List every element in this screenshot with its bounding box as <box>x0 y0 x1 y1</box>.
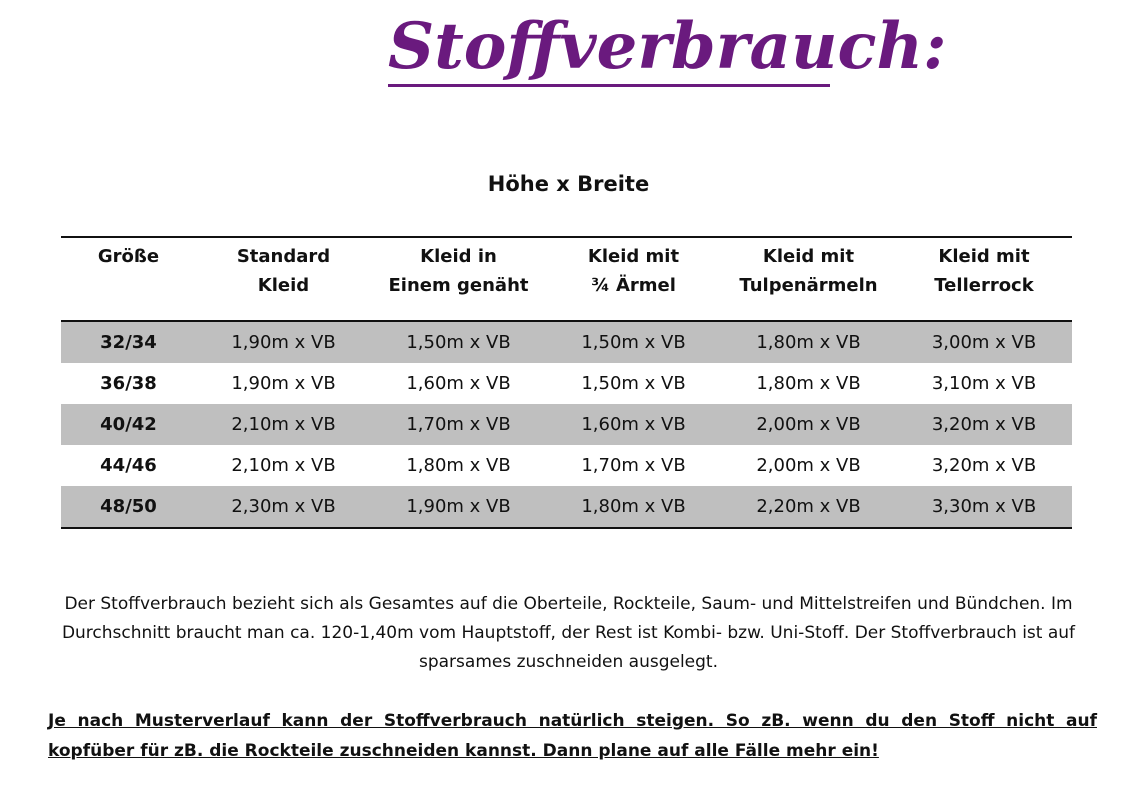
table-row <box>61 363 1072 404</box>
table-cell-size: 44/46 <box>100 454 157 476</box>
table-cell-size: 48/50 <box>100 495 157 517</box>
table-cell: 1,80m x VB <box>581 495 686 517</box>
table-cell: 1,60m x VB <box>406 372 511 394</box>
table-row <box>61 486 1072 527</box>
table-cell: 1,60m x VB <box>581 413 686 435</box>
table-cell-size: 40/42 <box>100 413 157 435</box>
table-cell: 1,80m x VB <box>406 454 511 476</box>
table-cell: 3,20m x VB <box>931 454 1037 476</box>
table-cell-size: 36/38 <box>100 372 157 394</box>
table-cell: 1,70m x VB <box>581 454 686 476</box>
table-row <box>61 404 1072 445</box>
table-cell: 2,10m x VB <box>231 454 336 476</box>
header-size: Größe <box>97 246 160 267</box>
table-cell: 2,10m x VB <box>231 413 336 435</box>
table-cell: 3,20m x VB <box>931 413 1037 435</box>
header-standard-dress: Standard Kleid <box>236 246 331 296</box>
table-cell: 2,00m x VB <box>756 413 861 435</box>
usage-explanation: Der Stoffverbrauch bezieht sich als Gesamtes auf die Oberteile, Rockteile, Saum- und Mittelstreifen und Bündchen. Im Durchschnitt braucht man ca. 120-1,40m vom Hauptstoff, der Rest ist Kombi- bzw. Uni-Stoff. Der Stoffverbrauch ist auf sparsames zuschneiden ausgelegt. <box>61 594 1076 672</box>
table-cell: 3,00m x VB <box>931 331 1037 353</box>
table-cell: 1,80m x VB <box>756 372 861 394</box>
table-cell: 2,00m x VB <box>756 454 861 476</box>
header-dress-three-quarter-sleeve: Kleid mit ¾ Ärmel <box>587 246 680 296</box>
table-cell: 1,80m x VB <box>756 331 861 353</box>
table-cell: 1,70m x VB <box>406 413 511 435</box>
table-cell-size: 32/34 <box>100 331 157 353</box>
table-cell: 3,30m x VB <box>931 495 1037 517</box>
header-dress-tulip-sleeve: Kleid mit Tulpenärmeln <box>739 246 878 296</box>
table-cell: 1,90m x VB <box>406 495 511 517</box>
table-cell: 1,90m x VB <box>231 331 336 353</box>
title-underline <box>388 84 830 87</box>
fabric-table <box>61 236 1072 529</box>
table-cell: 3,10m x VB <box>931 372 1037 394</box>
table-cell: 1,50m x VB <box>581 372 686 394</box>
table-cell: 1,90m x VB <box>231 372 336 394</box>
table-subtitle: Höhe x Breite <box>487 172 650 196</box>
table-cell: 2,30m x VB <box>231 495 336 517</box>
table-bottom-rule <box>61 527 1072 529</box>
table-cell: 2,20m x VB <box>756 495 861 517</box>
header-dress-one-piece: Kleid in Einem genäht <box>388 246 529 296</box>
header-dress-circle-skirt: Kleid mit Tellerrock <box>934 246 1034 296</box>
page-title: Stoffverbrauch: <box>388 9 947 84</box>
table-row <box>61 322 1072 363</box>
table-cell: 1,50m x VB <box>406 331 511 353</box>
table-cell: 1,50m x VB <box>581 331 686 353</box>
table-header <box>61 238 1072 320</box>
table-row <box>61 445 1072 486</box>
pattern-note: Je nach Musterverlauf kann der Stoffverbrauch natürlich steigen. So zB. wenn du den Stoff nicht auf kopfüber für zB. die Rockteile zuschneiden kannst. Dann plane auf alle Fälle mehr ein! <box>48 711 1097 761</box>
